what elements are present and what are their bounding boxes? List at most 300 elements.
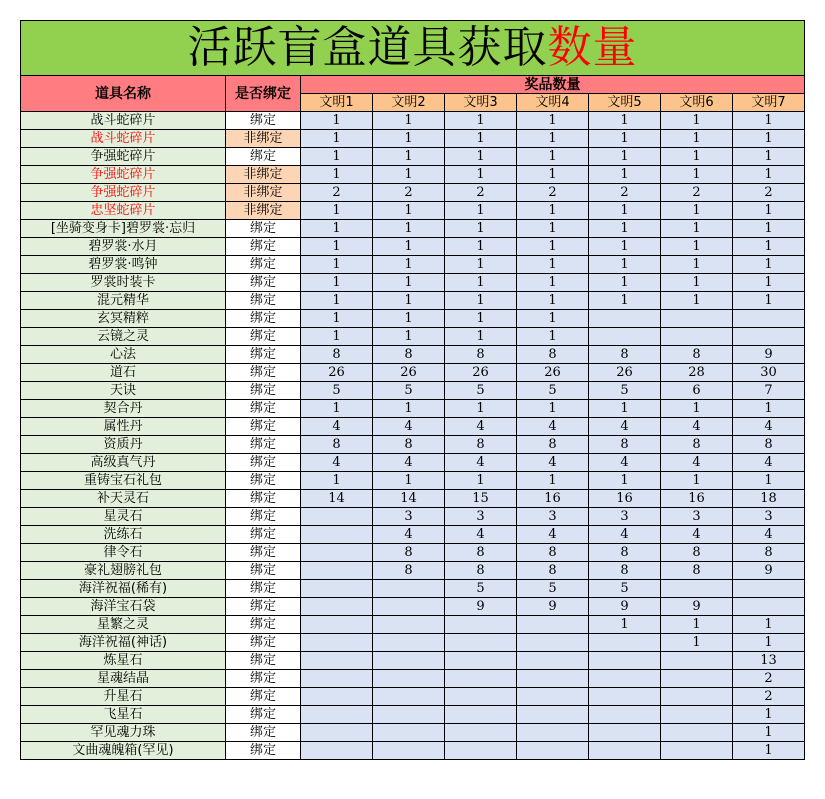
qty-cell: 4 [517, 454, 589, 472]
level-header: 文明7 [733, 94, 805, 112]
qty-cell: 4 [301, 418, 373, 436]
table-row [21, 454, 805, 472]
qty-cell: 1 [589, 220, 661, 238]
level-header: 文明2 [373, 94, 445, 112]
qty-cell: 1 [589, 112, 661, 130]
qty-cell: 1 [445, 292, 517, 310]
qty-cell: 2 [517, 184, 589, 202]
qty-cell [661, 328, 733, 346]
qty-cell: 5 [589, 382, 661, 400]
qty-cell: 1 [733, 130, 805, 148]
qty-cell: 26 [445, 364, 517, 382]
qty-cell: 1 [517, 220, 589, 238]
qty-cell: 1 [445, 130, 517, 148]
qty-cell: 1 [373, 472, 445, 490]
qty-cell [445, 742, 517, 760]
item-name-cell: 律令石 [21, 544, 226, 562]
table-row [21, 634, 805, 652]
qty-cell: 8 [661, 562, 733, 580]
qty-cell: 1 [445, 274, 517, 292]
table-row [21, 112, 805, 130]
qty-cell [661, 724, 733, 742]
item-name-cell: 星魂结晶 [21, 670, 226, 688]
item-name-cell: 资质丹 [21, 436, 226, 454]
qty-cell [589, 688, 661, 706]
table-row [21, 220, 805, 238]
qty-cell: 30 [733, 364, 805, 382]
qty-cell [301, 580, 373, 598]
qty-cell: 1 [661, 634, 733, 652]
qty-cell: 1 [445, 148, 517, 166]
table-row [21, 274, 805, 292]
qty-cell: 5 [445, 580, 517, 598]
qty-cell: 26 [373, 364, 445, 382]
qty-cell: 1 [517, 166, 589, 184]
qty-cell: 1 [301, 220, 373, 238]
qty-cell: 1 [661, 292, 733, 310]
qty-cell [517, 724, 589, 742]
bound-cell: 绑定 [226, 616, 301, 634]
title-row [21, 21, 805, 76]
sheet-title [21, 21, 805, 76]
qty-cell [373, 580, 445, 598]
qty-cell: 1 [445, 202, 517, 220]
item-name-cell: 属性丹 [21, 418, 226, 436]
bound-cell: 非绑定 [226, 166, 301, 184]
table-row [21, 598, 805, 616]
prize-table [20, 20, 805, 760]
table-row [21, 418, 805, 436]
qty-cell [661, 580, 733, 598]
qty-cell: 8 [301, 436, 373, 454]
qty-cell [517, 688, 589, 706]
table-row [21, 382, 805, 400]
qty-cell: 1 [661, 148, 733, 166]
qty-cell [301, 724, 373, 742]
qty-cell [589, 652, 661, 670]
qty-cell [517, 706, 589, 724]
qty-cell: 2 [445, 184, 517, 202]
qty-cell: 1 [589, 616, 661, 634]
qty-cell: 1 [301, 148, 373, 166]
qty-cell: 4 [373, 418, 445, 436]
qty-cell [589, 310, 661, 328]
qty-cell: 8 [445, 544, 517, 562]
qty-cell: 1 [445, 220, 517, 238]
qty-cell: 1 [733, 292, 805, 310]
bound-cell: 绑定 [226, 652, 301, 670]
qty-cell: 1 [517, 148, 589, 166]
qty-cell: 1 [733, 148, 805, 166]
bound-cell: 绑定 [226, 310, 301, 328]
qty-cell [301, 526, 373, 544]
qty-cell [733, 580, 805, 598]
qty-cell [445, 670, 517, 688]
bound-cell: 绑定 [226, 472, 301, 490]
qty-cell [373, 724, 445, 742]
table-row [21, 166, 805, 184]
qty-cell: 9 [445, 598, 517, 616]
qty-cell: 1 [301, 238, 373, 256]
qty-cell: 4 [445, 526, 517, 544]
qty-cell [589, 724, 661, 742]
item-name-cell: 罗裳时装卡 [21, 274, 226, 292]
qty-cell: 26 [301, 364, 373, 382]
qty-cell: 1 [517, 256, 589, 274]
bound-cell: 绑定 [226, 292, 301, 310]
item-name-cell: 战斗蛇碎片 [21, 130, 226, 148]
qty-cell: 4 [589, 454, 661, 472]
qty-cell: 1 [373, 202, 445, 220]
qty-cell: 9 [733, 562, 805, 580]
qty-cell [589, 706, 661, 724]
qty-cell: 3 [373, 508, 445, 526]
qty-cell: 5 [517, 382, 589, 400]
qty-cell: 1 [373, 148, 445, 166]
qty-cell: 1 [445, 328, 517, 346]
qty-cell [445, 724, 517, 742]
qty-cell: 1 [661, 256, 733, 274]
table-row [21, 544, 805, 562]
qty-cell: 2 [589, 184, 661, 202]
qty-cell: 1 [733, 274, 805, 292]
qty-cell [301, 562, 373, 580]
qty-cell: 8 [661, 436, 733, 454]
item-name-cell: 星繁之灵 [21, 616, 226, 634]
qty-cell: 15 [445, 490, 517, 508]
qty-cell: 1 [445, 310, 517, 328]
bound-cell: 绑定 [226, 742, 301, 760]
item-name-cell: 海洋祝福(稀有) [21, 580, 226, 598]
qty-cell: 1 [373, 130, 445, 148]
item-name-cell: 高级真气丹 [21, 454, 226, 472]
qty-cell: 8 [517, 436, 589, 454]
qty-cell [301, 616, 373, 634]
qty-cell: 1 [589, 166, 661, 184]
qty-cell: 2 [661, 184, 733, 202]
bound-cell: 绑定 [226, 724, 301, 742]
qty-cell: 1 [661, 130, 733, 148]
level-header: 文明5 [589, 94, 661, 112]
item-name-cell: 罕见魂力珠 [21, 724, 226, 742]
table-row [21, 562, 805, 580]
qty-cell: 5 [589, 580, 661, 598]
bound-cell: 绑定 [226, 346, 301, 364]
qty-cell: 1 [445, 112, 517, 130]
qty-cell: 8 [517, 562, 589, 580]
qty-cell [517, 652, 589, 670]
table-row [21, 490, 805, 508]
item-name-cell: 争强蛇碎片 [21, 166, 226, 184]
qty-cell: 2 [733, 688, 805, 706]
qty-cell: 1 [301, 310, 373, 328]
bound-cell: 绑定 [226, 238, 301, 256]
qty-cell: 8 [301, 346, 373, 364]
qty-cell: 1 [661, 202, 733, 220]
table-row [21, 238, 805, 256]
qty-cell: 8 [661, 544, 733, 562]
bound-cell: 非绑定 [226, 130, 301, 148]
qty-cell [301, 598, 373, 616]
qty-cell [301, 742, 373, 760]
qty-cell: 1 [517, 112, 589, 130]
table-row [21, 292, 805, 310]
bound-cell: 绑定 [226, 634, 301, 652]
qty-cell [733, 598, 805, 616]
qty-cell: 1 [733, 238, 805, 256]
bound-header: 是否绑定 [226, 76, 301, 112]
item-name-cell: 忠坚蛇碎片 [21, 202, 226, 220]
qty-cell: 8 [373, 436, 445, 454]
qty-cell: 1 [517, 274, 589, 292]
qty-cell: 1 [733, 256, 805, 274]
qty-cell [445, 634, 517, 652]
qty-cell: 9 [517, 598, 589, 616]
qty-cell: 5 [301, 382, 373, 400]
header-row-1 [21, 76, 805, 94]
qty-cell: 1 [373, 238, 445, 256]
bound-cell: 绑定 [226, 562, 301, 580]
item-name-header: 道具名称 [21, 76, 226, 112]
qty-cell [661, 706, 733, 724]
bound-cell: 绑定 [226, 454, 301, 472]
qty-cell: 3 [733, 508, 805, 526]
table-row [21, 184, 805, 202]
table-row [21, 742, 805, 760]
qty-cell: 4 [373, 454, 445, 472]
qty-cell: 26 [589, 364, 661, 382]
qty-cell: 16 [517, 490, 589, 508]
level-header: 文明6 [661, 94, 733, 112]
qty-cell: 1 [517, 292, 589, 310]
qty-cell [445, 688, 517, 706]
qty-cell: 1 [589, 202, 661, 220]
qty-cell [301, 634, 373, 652]
qty-cell: 8 [661, 346, 733, 364]
qty-cell: 4 [445, 418, 517, 436]
qty-cell: 1 [373, 292, 445, 310]
qty-cell: 18 [733, 490, 805, 508]
qty-cell: 13 [733, 652, 805, 670]
item-name-cell: 洗练石 [21, 526, 226, 544]
qty-cell [589, 328, 661, 346]
table-row [21, 706, 805, 724]
qty-cell: 4 [517, 526, 589, 544]
qty-cell [301, 706, 373, 724]
qty-cell: 26 [517, 364, 589, 382]
qty-cell: 1 [589, 274, 661, 292]
qty-cell: 2 [301, 184, 373, 202]
qty-cell [517, 634, 589, 652]
qty-cell: 14 [373, 490, 445, 508]
qty-cell: 1 [733, 112, 805, 130]
bound-cell: 绑定 [226, 256, 301, 274]
level-header: 文明4 [517, 94, 589, 112]
qty-cell: 1 [517, 130, 589, 148]
qty-cell: 1 [445, 256, 517, 274]
qty-cell: 1 [661, 274, 733, 292]
bound-cell: 绑定 [226, 436, 301, 454]
qty-cell: 1 [661, 400, 733, 418]
qty-cell: 5 [445, 382, 517, 400]
qty-cell: 8 [589, 346, 661, 364]
table-row [21, 130, 805, 148]
qty-cell: 6 [661, 382, 733, 400]
qty-cell: 3 [589, 508, 661, 526]
qty-cell: 4 [301, 454, 373, 472]
qty-cell: 1 [301, 256, 373, 274]
table-row [21, 364, 805, 382]
prize-qty-header: 奖品数量 [301, 76, 805, 94]
qty-cell: 2 [373, 184, 445, 202]
qty-cell: 1 [733, 634, 805, 652]
item-name-cell: 海洋祝福(神话) [21, 634, 226, 652]
qty-cell [589, 670, 661, 688]
qty-cell [301, 508, 373, 526]
qty-cell [661, 670, 733, 688]
qty-cell: 1 [517, 310, 589, 328]
qty-cell [301, 688, 373, 706]
level-header: 文明3 [445, 94, 517, 112]
qty-cell: 1 [589, 238, 661, 256]
qty-cell: 1 [301, 472, 373, 490]
bound-cell: 绑定 [226, 688, 301, 706]
qty-cell [589, 742, 661, 760]
table-row [21, 472, 805, 490]
qty-cell [733, 328, 805, 346]
bound-cell: 绑定 [226, 274, 301, 292]
qty-cell: 9 [661, 598, 733, 616]
table-row [21, 148, 805, 166]
item-name-cell: 海洋宝石袋 [21, 598, 226, 616]
table-row [21, 328, 805, 346]
qty-cell: 4 [733, 454, 805, 472]
qty-cell: 4 [517, 418, 589, 436]
item-name-cell: 天诀 [21, 382, 226, 400]
qty-cell: 1 [589, 292, 661, 310]
qty-cell: 1 [733, 220, 805, 238]
qty-cell [373, 616, 445, 634]
table-row [21, 616, 805, 634]
item-name-cell: 升星石 [21, 688, 226, 706]
item-name-cell: 玄冥精粹 [21, 310, 226, 328]
qty-cell: 1 [301, 112, 373, 130]
qty-cell: 1 [733, 742, 805, 760]
qty-cell: 1 [301, 400, 373, 418]
qty-cell [661, 688, 733, 706]
item-name-cell: 碧罗裳·鸣钟 [21, 256, 226, 274]
table-row [21, 436, 805, 454]
item-name-cell: 重铸宝石礼包 [21, 472, 226, 490]
bound-cell: 绑定 [226, 220, 301, 238]
qty-cell: 1 [733, 400, 805, 418]
qty-cell: 1 [301, 166, 373, 184]
qty-cell: 1 [589, 130, 661, 148]
qty-cell [517, 670, 589, 688]
qty-cell: 1 [373, 328, 445, 346]
bound-cell: 绑定 [226, 544, 301, 562]
qty-cell: 8 [445, 562, 517, 580]
item-name-cell: 碧罗裳·水月 [21, 238, 226, 256]
qty-cell: 1 [589, 472, 661, 490]
qty-cell [373, 706, 445, 724]
qty-cell: 1 [373, 220, 445, 238]
qty-cell: 1 [661, 220, 733, 238]
qty-cell: 1 [445, 400, 517, 418]
qty-cell [661, 652, 733, 670]
qty-cell: 2 [733, 184, 805, 202]
qty-cell: 1 [373, 274, 445, 292]
qty-cell: 1 [661, 112, 733, 130]
table-row [21, 670, 805, 688]
item-name-cell: 豪礼翅膀礼包 [21, 562, 226, 580]
qty-cell: 8 [445, 346, 517, 364]
qty-cell [517, 616, 589, 634]
qty-cell [373, 688, 445, 706]
item-name-cell: 补天灵石 [21, 490, 226, 508]
table-row [21, 400, 805, 418]
qty-cell: 1 [445, 238, 517, 256]
bound-cell: 绑定 [226, 400, 301, 418]
table-row [21, 688, 805, 706]
bound-cell: 绑定 [226, 148, 301, 166]
qty-cell: 4 [661, 454, 733, 472]
qty-cell: 9 [733, 346, 805, 364]
item-name-cell: 飞星石 [21, 706, 226, 724]
qty-cell: 1 [517, 400, 589, 418]
table-row [21, 724, 805, 742]
qty-cell: 5 [373, 382, 445, 400]
qty-cell: 8 [373, 346, 445, 364]
table-row [21, 508, 805, 526]
qty-cell: 1 [517, 472, 589, 490]
bound-cell: 绑定 [226, 490, 301, 508]
bound-cell: 绑定 [226, 580, 301, 598]
qty-cell: 1 [301, 292, 373, 310]
bound-cell: 绑定 [226, 508, 301, 526]
qty-cell [445, 706, 517, 724]
qty-cell: 3 [445, 508, 517, 526]
item-name-cell: 云镜之灵 [21, 328, 226, 346]
qty-cell: 28 [661, 364, 733, 382]
qty-cell: 4 [661, 418, 733, 436]
qty-cell: 1 [661, 238, 733, 256]
table-row [21, 346, 805, 364]
qty-cell [373, 742, 445, 760]
table-row [21, 580, 805, 598]
item-name-cell: 契合丹 [21, 400, 226, 418]
qty-cell [517, 742, 589, 760]
item-name-cell: 星灵石 [21, 508, 226, 526]
bound-cell: 绑定 [226, 526, 301, 544]
qty-cell [301, 652, 373, 670]
qty-cell [661, 310, 733, 328]
title-accent: 数量 [547, 22, 638, 73]
qty-cell: 8 [733, 544, 805, 562]
item-name-cell: 心法 [21, 346, 226, 364]
table-row [21, 256, 805, 274]
qty-cell: 3 [517, 508, 589, 526]
bound-cell: 绑定 [226, 706, 301, 724]
item-name-cell: 战斗蛇碎片 [21, 112, 226, 130]
qty-cell: 1 [373, 310, 445, 328]
qty-cell: 8 [517, 544, 589, 562]
qty-cell: 1 [517, 238, 589, 256]
qty-cell: 1 [301, 202, 373, 220]
qty-cell: 1 [733, 724, 805, 742]
qty-cell [661, 742, 733, 760]
item-name-cell: 道石 [21, 364, 226, 382]
